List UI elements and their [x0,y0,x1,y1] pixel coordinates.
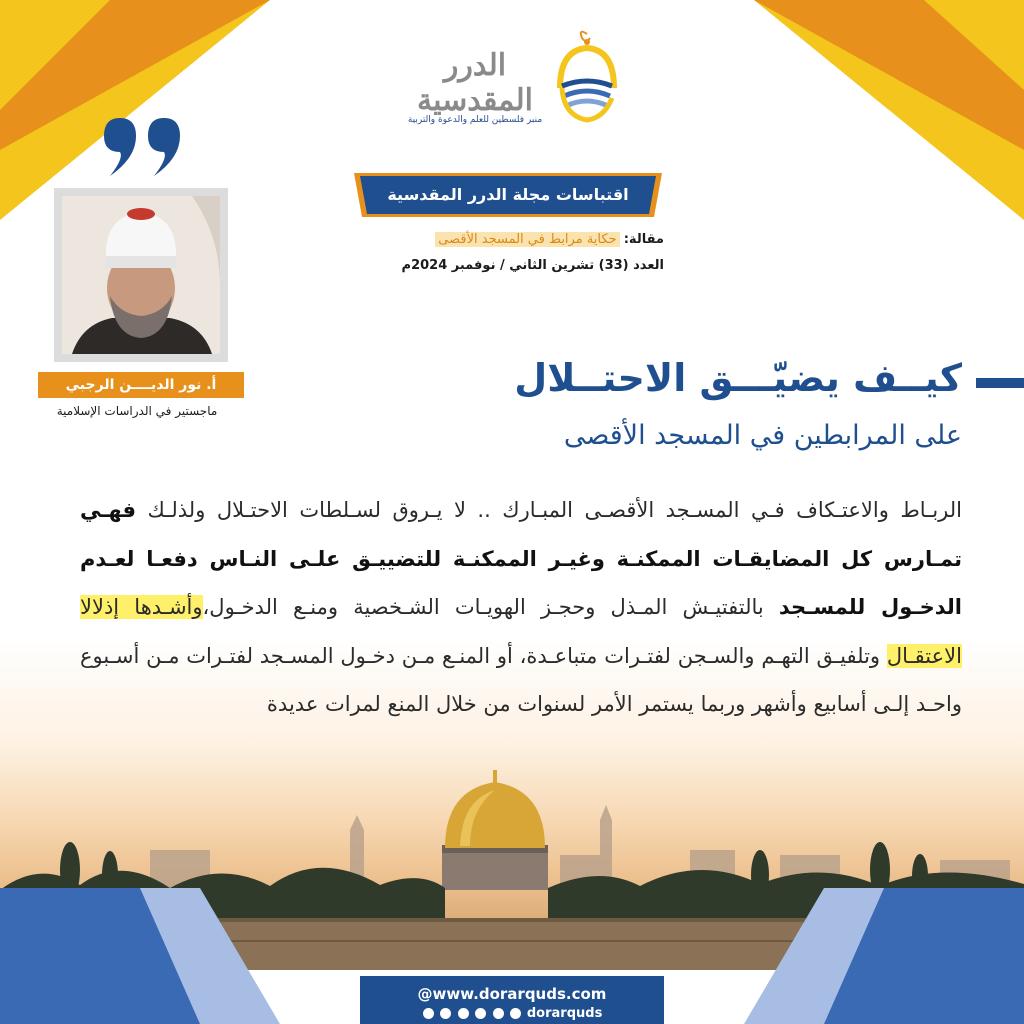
footer-social-row [372,1006,652,1021]
subheadline: على المرابطين في المسجد الأقصى [563,420,962,451]
article-label: مقالة: [623,232,664,247]
body-bold-text: فهـي تمـارس كل المضايقـات الممكنـة وغيـر الممكنـة للتضييـق علـى النـاس دفعـا لعـدم الدخـول للمسـجد [80,498,962,619]
body-text-3: وتلفيـق التهـم والسـجن لفتـرات متباعـدة، أو المنـع مـن دخـول المسـجد لفتـرات مـن أسـبوع واحـد إلـى أسابيع وأشهر وربما يستمر الأمر لسنوات من خلال المنع لمرات عديدة [80,643,962,716]
top-left-decoration [0,0,270,220]
youtube-icon[interactable] [440,1008,451,1019]
top-right-decoration [754,0,1024,220]
body-highlight: وأشـدها إذلالا الاعتقـال [80,595,962,668]
dome-of-the-rock [442,770,548,890]
banner-title: اقتباسات مجلة الدرر المقدسية [387,185,629,204]
logo-emblem-icon [552,28,622,128]
headline-accent-bar [976,378,1024,388]
author-photo [62,196,220,354]
tiktok-icon[interactable] [510,1008,521,1019]
facebook-icon[interactable] [423,1008,434,1019]
author-role: ماجستير في الدراسات الإسلامية [56,404,218,418]
headline: كيــف يضيّـــق الاحتــلال [514,356,962,400]
issue-info: العدد (33) تشرين الثاني / نوفمبر 2024م [401,258,664,273]
instagram-icon[interactable] [458,1008,469,1019]
brand-logo [400,28,630,138]
footer-website[interactable]: @www.dorarquds.com [417,985,607,1003]
article-title: حكاية مرابط في المسجد الأقصى [435,232,619,247]
quote-icon [100,118,184,178]
author-silhouette [62,196,220,354]
body-text-2: بالتفتيـش المـذل وحجـز الهويـات الشـخصية ومنـع الدخـول، [202,595,764,619]
quote-body [80,486,962,729]
telegram-icon[interactable] [475,1008,486,1019]
twitter-icon[interactable] [493,1008,504,1019]
author-name: أ. نور الديــــن الرجبي [38,372,244,398]
author-photo-frame [54,188,228,362]
article-line [380,232,664,247]
logo-subtitle: منبر فلسطين للعلم والدعوة والتربية [407,115,543,125]
logo-title: الدرر المقدسية [416,48,533,118]
magazine-banner [354,173,662,217]
social-handle: dorarquds [526,1006,603,1021]
body-text-1: الربـاط والاعتـكاف فـي المسـجد الأقصـى المبـارك .. لا يـروق لسـلطات الاحتـلال ولذلـك [147,498,962,522]
